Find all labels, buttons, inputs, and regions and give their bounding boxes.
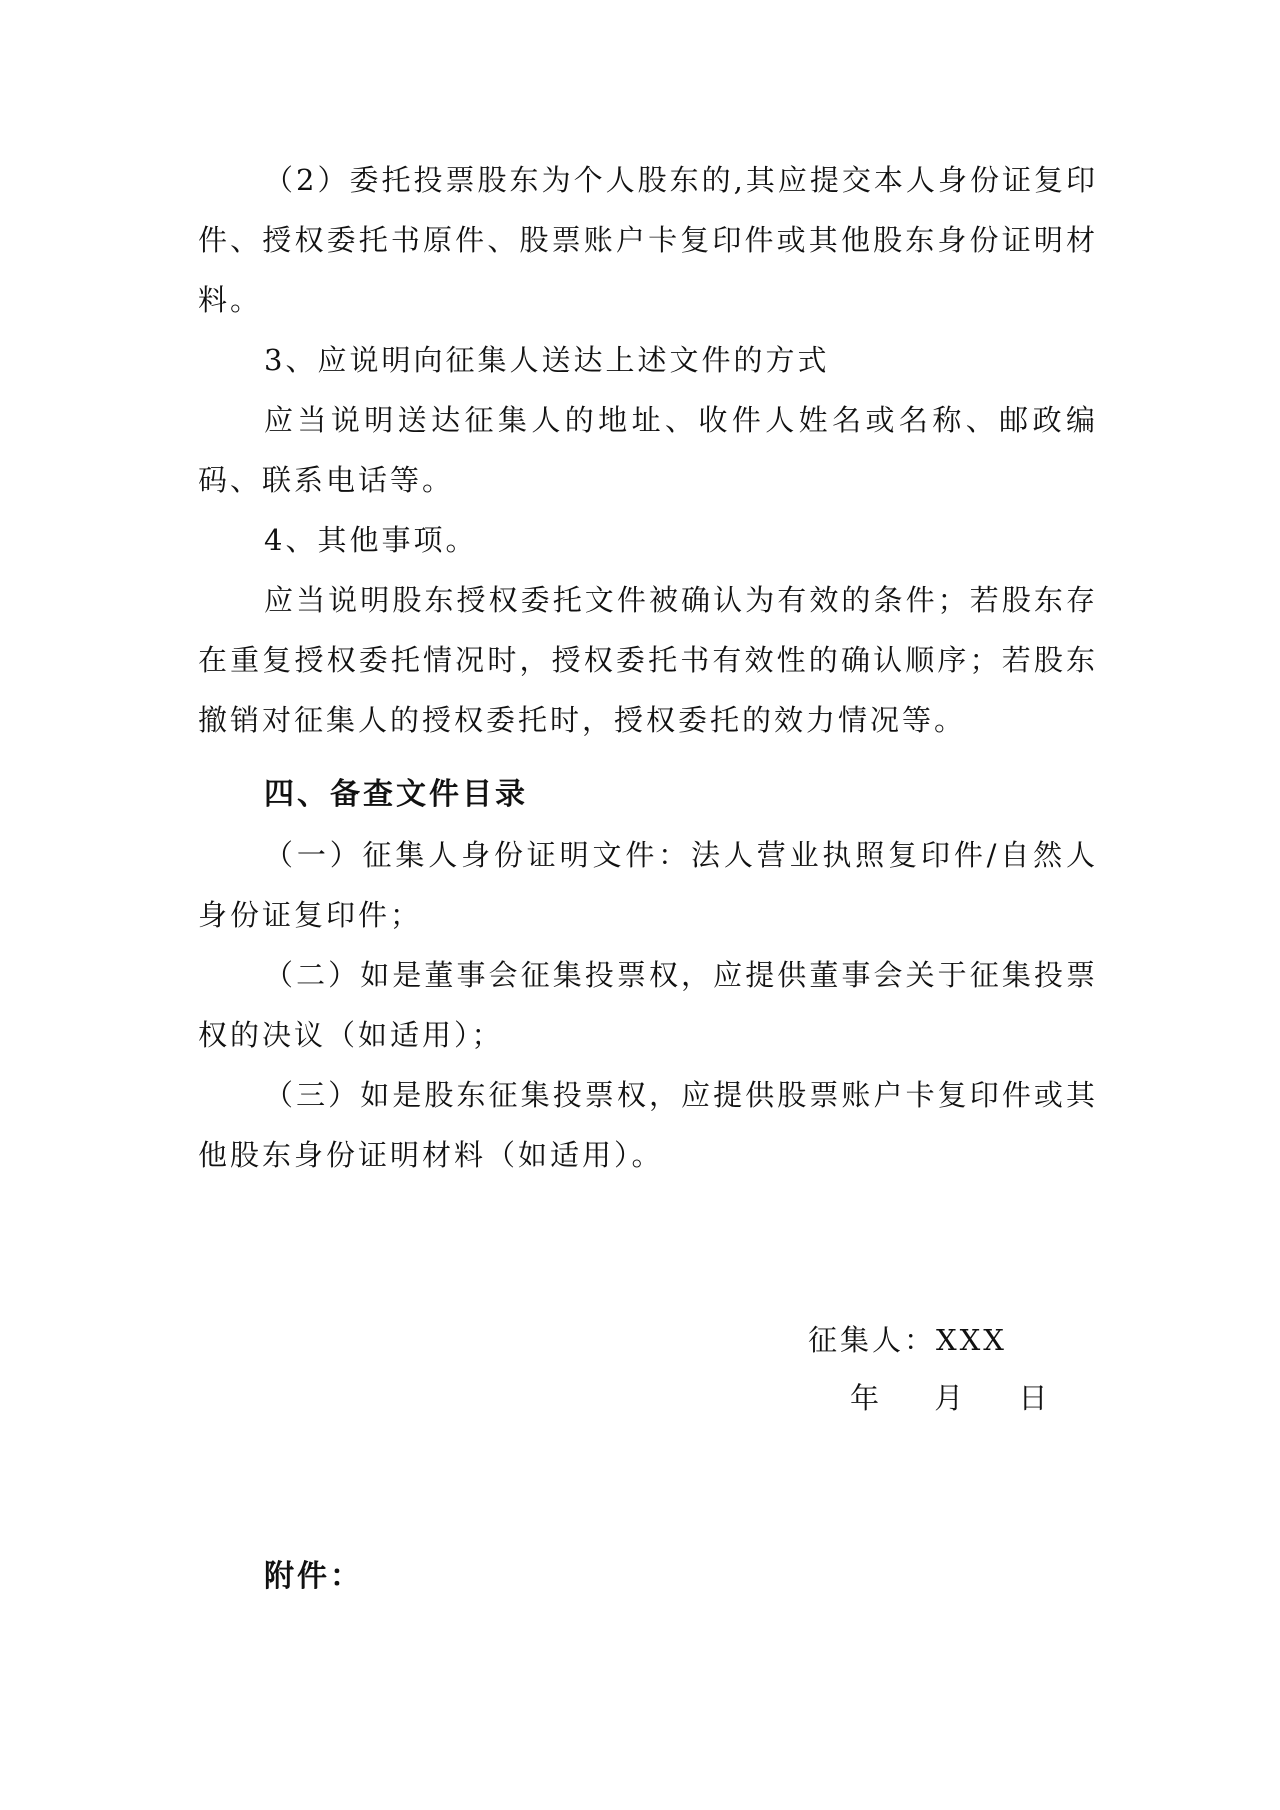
paragraph-other-matters: 应当说明股东授权委托文件被确认为有效的条件；若股东存在重复授权委托情况时，授权委托书有效性的确认顺序；若股东撤销对征集人的授权委托时，授权委托的效力情况等。 <box>198 583 1098 737</box>
date-day: 日 <box>1018 1381 1051 1415</box>
signature-collector: 征集人：XXX <box>808 1323 1007 1357</box>
reference-item-2: （二）如是董事会征集投票权，应提供董事会关于征集投票权的决议（如适用）； <box>198 958 1098 1052</box>
signature-date <box>850 1368 1050 1428</box>
section-heading-reference-documents: 四、备查文件目录 <box>264 777 528 812</box>
attachment-label: 附件： <box>264 1559 363 1594</box>
paragraph-other-matters-title: 4、其他事项。 <box>264 523 478 557</box>
reference-item-3: （三）如是股东征集投票权，应提供股票账户卡复印件或其他股东身份证明材料（如适用）。 <box>198 1078 1098 1172</box>
paragraph-individual-shareholder: （2）委托投票股东为个人股东的,其应提交本人身份证复印件、授权委托书原件、股票账户卡复印件或其他股东身份证明材料。 <box>198 163 1098 317</box>
paragraph-delivery-method-title: 3、应说明向征集人送达上述文件的方式 <box>264 343 830 377</box>
paragraph-delivery-method: 应当说明送达征集人的地址、收件人姓名或名称、邮政编码、联系电话等。 <box>198 403 1098 497</box>
date-year: 年 <box>850 1381 883 1415</box>
reference-item-1: （一）征集人身份证明文件：法人营业执照复印件/自然人身份证复印件； <box>198 838 1098 932</box>
date-month: 月 <box>934 1381 967 1415</box>
